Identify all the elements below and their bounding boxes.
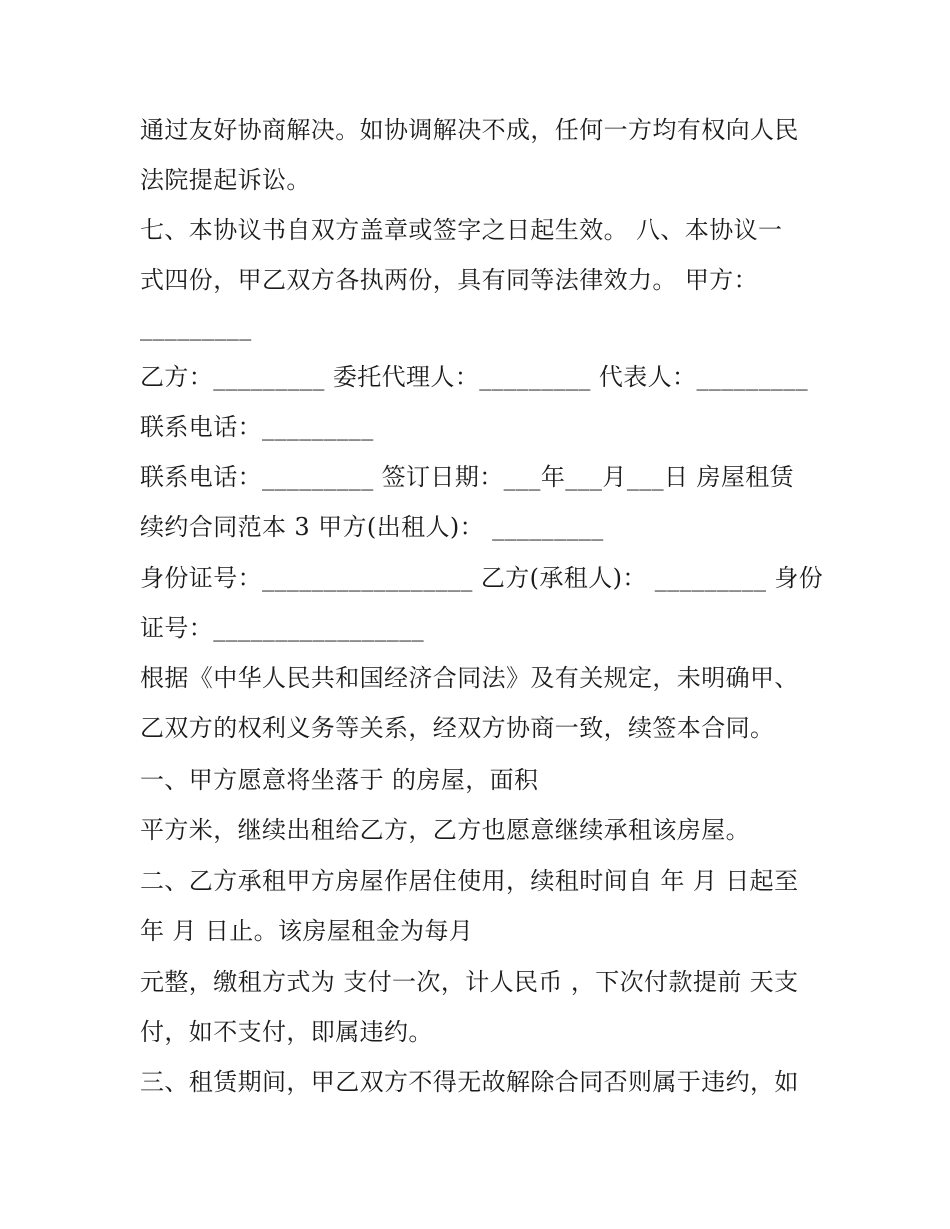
text-line-4: 式四份，甲乙双方各执两份，具有同等法律效力。 甲方： (140, 266, 759, 294)
text-line-14: 一、甲方愿意将坐落于 的房屋，面积 (140, 766, 539, 794)
text-line-12: 根据《中华人民共和国经济合同法》及有关规定，未明确甲、 (140, 664, 799, 692)
text-line-6: 乙方：_________ 委托代理人：_________ 代表人：_________ (140, 363, 809, 391)
text-line-3: 七、本协议书自双方盖章或签字之日起生效。 八、本协议一 (140, 216, 783, 244)
text-line-2: 法院提起诉讼。 (140, 166, 311, 194)
party-a-signature-line: _________ (140, 313, 252, 341)
text-line-17: 年 月 日止。该房屋租金为每月 (140, 917, 474, 945)
text-line-9: 续约合同范本 3 甲方(出租人)： _________ (140, 513, 604, 541)
text-line-10: 身份证号：_________________ 乙方(承租人)： _________ 身份 (140, 564, 824, 592)
text-line-1: 通过友好协商解决。如协调解决不成，任何一方均有权向人民 (140, 116, 799, 144)
text-line-16: 二、乙方承租甲方房屋作居住使用，续租时间自 年 月 日起至 (140, 867, 799, 895)
text-line-15: 平方米，继续出租给乙方，乙方也愿意继续承租该房屋。 (140, 816, 750, 844)
text-line-7: 联系电话：_________ (140, 413, 374, 441)
text-line-11: 证号：_________________ (140, 614, 424, 642)
text-line-20: 三、租赁期间，甲乙双方不得无故解除合同否则属于违约，如 (140, 1068, 799, 1096)
text-line-8: 联系电话：_________ 签订日期：___年___月___日 房屋租赁 (140, 463, 795, 491)
text-line-13: 乙双方的权利义务等关系，经双方协商一致，续签本合同。 (140, 714, 775, 742)
text-line-18: 元整，缴租方式为 支付一次，计人民币 ，下次付款提前 天支 (140, 968, 799, 996)
text-line-19: 付，如不支付，即属违约。 (140, 1018, 433, 1046)
